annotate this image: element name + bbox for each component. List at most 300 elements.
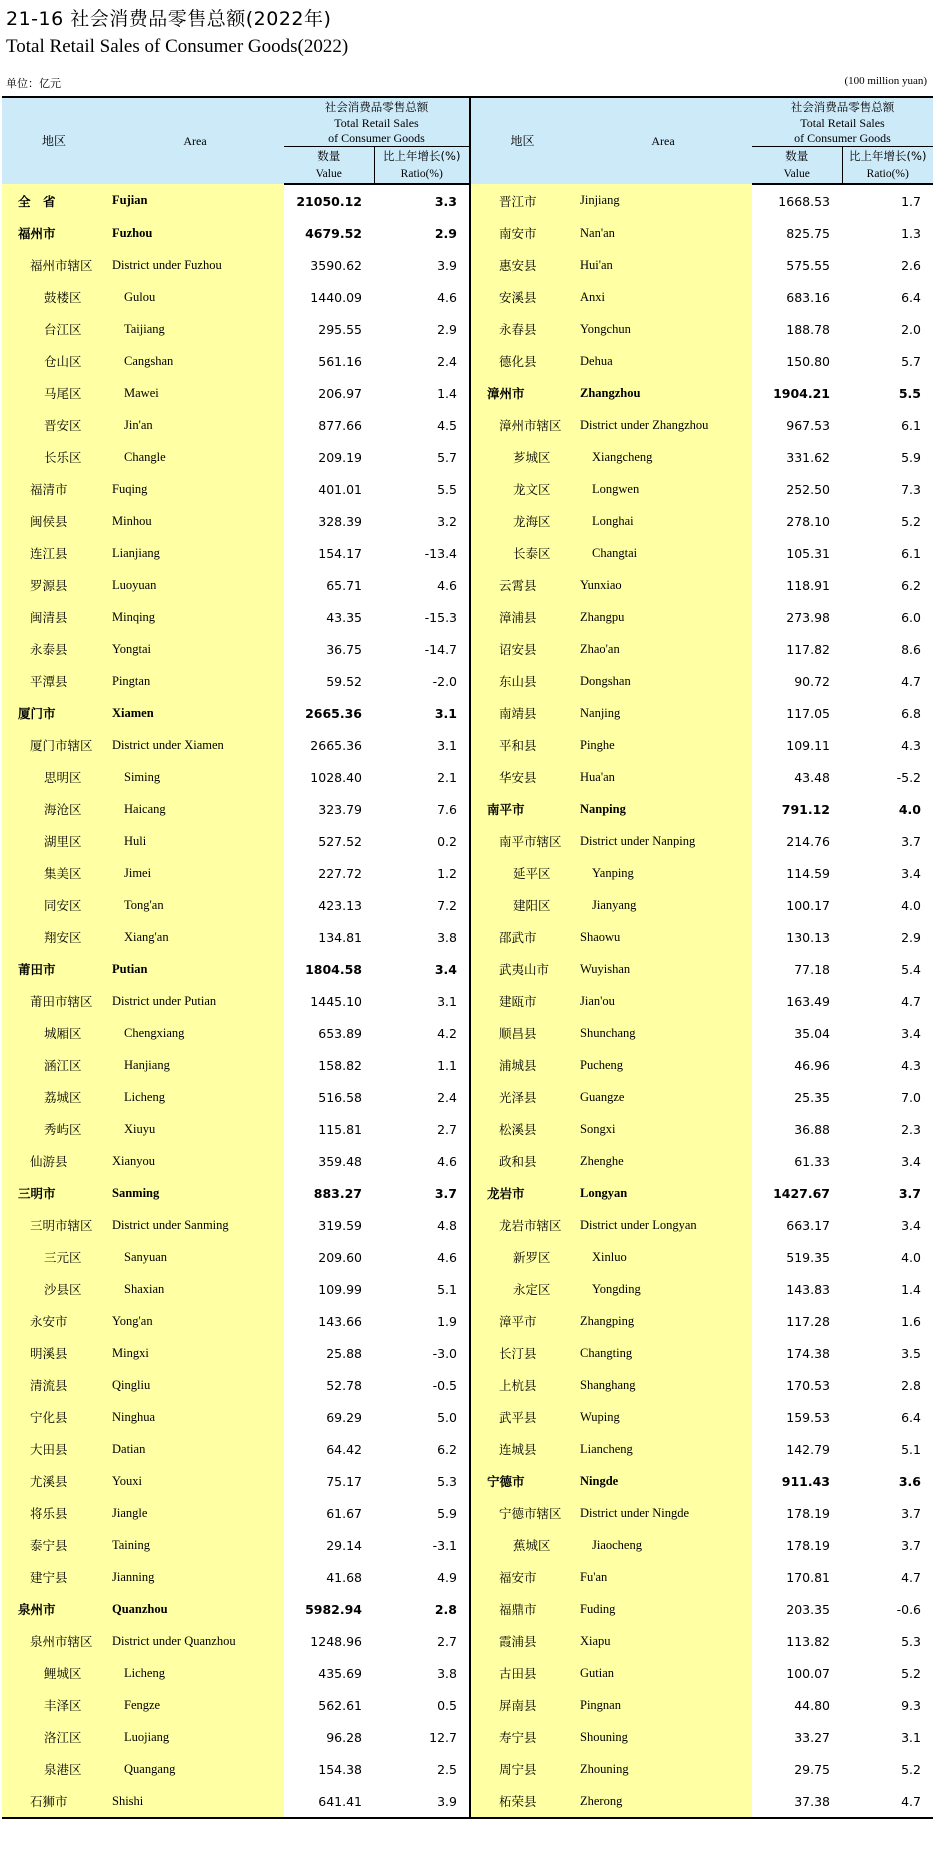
area-name-en-right: Nan'an	[574, 217, 752, 249]
growth-ratio-right: 3.7	[842, 1529, 933, 1561]
area-name-en-right: Dehua	[574, 345, 752, 377]
sales-value-right: 178.19	[752, 1497, 842, 1529]
growth-ratio-right: 3.7	[842, 1177, 933, 1209]
header-group-en2-right: of Consumer Goods	[794, 131, 891, 145]
table-row	[2, 1497, 933, 1529]
table-row	[2, 601, 933, 633]
header-ratio-en-left: Ratio(%)	[374, 165, 470, 184]
table-row	[2, 1401, 933, 1433]
region-name-zh-right: 漳州市	[470, 377, 574, 409]
sales-value-left: 3590.62	[284, 249, 374, 281]
area-name-en-left: Siming	[106, 761, 284, 793]
sales-value-right: 77.18	[752, 953, 842, 985]
sales-value-left: 65.71	[284, 569, 374, 601]
sales-value-right: 214.76	[752, 825, 842, 857]
growth-ratio-left: 3.9	[374, 1785, 470, 1818]
area-name-en-left: Xianyou	[106, 1145, 284, 1177]
growth-ratio-left: 1.2	[374, 857, 470, 889]
sales-value-right: 46.96	[752, 1049, 842, 1081]
area-name-en-right: Fuding	[574, 1593, 752, 1625]
growth-ratio-left: 3.9	[374, 249, 470, 281]
region-name-zh-right: 云霄县	[470, 569, 574, 601]
region-name-zh-right: 政和县	[470, 1145, 574, 1177]
growth-ratio-right: 5.7	[842, 345, 933, 377]
sales-value-left: 52.78	[284, 1369, 374, 1401]
region-name-zh-left: 思明区	[2, 761, 106, 793]
table-row	[2, 1625, 933, 1657]
area-name-en-left: Mingxi	[106, 1337, 284, 1369]
growth-ratio-left: -14.7	[374, 633, 470, 665]
area-name-en-left: Sanyuan	[106, 1241, 284, 1273]
area-name-en-right: Hui'an	[574, 249, 752, 281]
sales-value-left: 109.99	[284, 1273, 374, 1305]
region-name-zh-right: 东山县	[470, 665, 574, 697]
table-row	[2, 1593, 933, 1625]
table-title-en: Total Retail Sales of Consumer Goods(2022)	[6, 36, 349, 57]
sales-value-right: 130.13	[752, 921, 842, 953]
sales-value-right: 109.11	[752, 729, 842, 761]
region-name-zh-left: 罗源县	[2, 569, 106, 601]
header-region-zh-left: 地区	[2, 97, 106, 184]
area-name-en-left: District under Quanzhou	[106, 1625, 284, 1657]
table-row	[2, 729, 933, 761]
sales-value-right: 117.05	[752, 697, 842, 729]
sales-value-left: 158.82	[284, 1049, 374, 1081]
sales-value-right: 43.48	[752, 761, 842, 793]
growth-ratio-right: 6.1	[842, 409, 933, 441]
growth-ratio-left: 5.5	[374, 473, 470, 505]
table-row	[2, 1465, 933, 1497]
sales-value-right: 118.91	[752, 569, 842, 601]
sales-value-right: 575.55	[752, 249, 842, 281]
header-value-en-right: Value	[752, 165, 842, 184]
area-name-en-left: Yong'an	[106, 1305, 284, 1337]
area-name-en-left: Jianning	[106, 1561, 284, 1593]
growth-ratio-left: 4.9	[374, 1561, 470, 1593]
region-name-zh-left: 三元区	[2, 1241, 106, 1273]
area-name-en-left: Taining	[106, 1529, 284, 1561]
area-name-en-right: Gutian	[574, 1657, 752, 1689]
table-row	[2, 793, 933, 825]
region-name-zh-right: 南靖县	[470, 697, 574, 729]
area-name-en-right: District under Longyan	[574, 1209, 752, 1241]
region-name-zh-left: 连江县	[2, 537, 106, 569]
region-name-zh-right: 寿宁县	[470, 1721, 574, 1753]
sales-value-left: 154.17	[284, 537, 374, 569]
sales-value-right: 331.62	[752, 441, 842, 473]
region-name-zh-right: 光泽县	[470, 1081, 574, 1113]
growth-ratio-left: 1.4	[374, 377, 470, 409]
area-name-en-left: Shishi	[106, 1785, 284, 1818]
region-name-zh-left: 闽清县	[2, 601, 106, 633]
sales-value-right: 1427.67	[752, 1177, 842, 1209]
sales-value-left: 1445.10	[284, 985, 374, 1017]
region-name-zh-right: 福安市	[470, 1561, 574, 1593]
region-name-zh-left: 涵江区	[2, 1049, 106, 1081]
growth-ratio-right: 3.1	[842, 1721, 933, 1753]
area-name-en-left: Putian	[106, 953, 284, 985]
table-row	[2, 1177, 933, 1209]
table-row	[2, 1273, 933, 1305]
growth-ratio-right: 3.7	[842, 825, 933, 857]
sales-value-right: 150.80	[752, 345, 842, 377]
area-name-en-right: Wuping	[574, 1401, 752, 1433]
growth-ratio-right: 2.6	[842, 249, 933, 281]
sales-value-left: 527.52	[284, 825, 374, 857]
area-name-en-left: Licheng	[106, 1657, 284, 1689]
growth-ratio-left: 4.5	[374, 409, 470, 441]
sales-value-right: 791.12	[752, 793, 842, 825]
growth-ratio-right: 7.0	[842, 1081, 933, 1113]
sales-value-right: 159.53	[752, 1401, 842, 1433]
region-name-zh-right: 连城县	[470, 1433, 574, 1465]
sales-value-right: 117.28	[752, 1305, 842, 1337]
growth-ratio-right: 4.0	[842, 889, 933, 921]
sales-value-right: 143.83	[752, 1273, 842, 1305]
growth-ratio-left: 3.7	[374, 1177, 470, 1209]
region-name-zh-left: 莆田市	[2, 953, 106, 985]
region-name-zh-left: 永安市	[2, 1305, 106, 1337]
sales-value-left: 435.69	[284, 1657, 374, 1689]
region-name-zh-right: 德化县	[470, 345, 574, 377]
area-name-en-right: Zhenghe	[574, 1145, 752, 1177]
area-name-en-left: Yongtai	[106, 633, 284, 665]
area-name-en-right: Shanghang	[574, 1369, 752, 1401]
table-row	[2, 409, 933, 441]
area-name-en-left: Minqing	[106, 601, 284, 633]
area-name-en-left: Licheng	[106, 1081, 284, 1113]
region-name-zh-right: 芗城区	[470, 441, 574, 473]
table-row	[2, 1433, 933, 1465]
area-name-en-left: Qingliu	[106, 1369, 284, 1401]
table-row	[2, 1017, 933, 1049]
area-name-en-right: Jiaocheng	[574, 1529, 752, 1561]
area-name-en-right: Jinjiang	[574, 184, 752, 217]
sales-value-left: 36.75	[284, 633, 374, 665]
region-name-zh-right: 建阳区	[470, 889, 574, 921]
table-row	[2, 889, 933, 921]
growth-ratio-right: -5.2	[842, 761, 933, 793]
table-row	[2, 697, 933, 729]
region-name-zh-right: 漳浦县	[470, 601, 574, 633]
area-name-en-left: Quangang	[106, 1753, 284, 1785]
sales-value-right: 663.17	[752, 1209, 842, 1241]
region-name-zh-left: 马尾区	[2, 377, 106, 409]
sales-value-right: 25.35	[752, 1081, 842, 1113]
growth-ratio-right: -0.6	[842, 1593, 933, 1625]
sales-value-right: 683.16	[752, 281, 842, 313]
growth-ratio-right: 4.3	[842, 729, 933, 761]
sales-value-left: 209.60	[284, 1241, 374, 1273]
header-region-zh-right: 地区	[470, 97, 574, 184]
sales-value-left: 641.41	[284, 1785, 374, 1818]
sales-value-right: 174.38	[752, 1337, 842, 1369]
growth-ratio-right: 4.7	[842, 985, 933, 1017]
area-name-en-left: Mawei	[106, 377, 284, 409]
area-name-en-right: Pingnan	[574, 1689, 752, 1721]
table-row	[2, 953, 933, 985]
growth-ratio-left: 1.1	[374, 1049, 470, 1081]
area-name-en-right: Hua'an	[574, 761, 752, 793]
area-name-en-right: Yongding	[574, 1273, 752, 1305]
region-name-zh-right: 龙岩市	[470, 1177, 574, 1209]
growth-ratio-right: 2.8	[842, 1369, 933, 1401]
area-name-en-left: Minhou	[106, 505, 284, 537]
growth-ratio-left: 5.1	[374, 1273, 470, 1305]
area-name-en-right: Liancheng	[574, 1433, 752, 1465]
growth-ratio-left: 5.0	[374, 1401, 470, 1433]
growth-ratio-left: 5.7	[374, 441, 470, 473]
table-row	[2, 921, 933, 953]
growth-ratio-left: -15.3	[374, 601, 470, 633]
growth-ratio-left: 3.3	[374, 184, 470, 217]
area-name-en-left: Lianjiang	[106, 537, 284, 569]
table-row	[2, 1049, 933, 1081]
sales-value-left: 43.35	[284, 601, 374, 633]
region-name-zh-left: 沙县区	[2, 1273, 106, 1305]
region-name-zh-left: 明溪县	[2, 1337, 106, 1369]
region-name-zh-right: 晋江市	[470, 184, 574, 217]
table-row	[2, 217, 933, 249]
region-name-zh-right: 永春县	[470, 313, 574, 345]
growth-ratio-left: 4.8	[374, 1209, 470, 1241]
area-name-en-left: Jimei	[106, 857, 284, 889]
region-name-zh-right: 周宁县	[470, 1753, 574, 1785]
growth-ratio-left: 3.1	[374, 985, 470, 1017]
table-row	[2, 1113, 933, 1145]
region-name-zh-left: 三明市	[2, 1177, 106, 1209]
growth-ratio-right: 4.7	[842, 1785, 933, 1818]
growth-ratio-right: 5.9	[842, 441, 933, 473]
region-name-zh-right: 武平县	[470, 1401, 574, 1433]
region-name-zh-left: 清流县	[2, 1369, 106, 1401]
growth-ratio-right: 1.7	[842, 184, 933, 217]
region-name-zh-left: 晋安区	[2, 409, 106, 441]
growth-ratio-left: 2.4	[374, 345, 470, 377]
table-row	[2, 1561, 933, 1593]
growth-ratio-right: 4.0	[842, 793, 933, 825]
sales-value-right: 37.38	[752, 1785, 842, 1818]
area-name-en-right: Nanjing	[574, 697, 752, 729]
area-name-en-right: Longyan	[574, 1177, 752, 1209]
sales-value-left: 295.55	[284, 313, 374, 345]
region-name-zh-right: 屏南县	[470, 1689, 574, 1721]
sales-value-left: 61.67	[284, 1497, 374, 1529]
region-name-zh-right: 长汀县	[470, 1337, 574, 1369]
area-name-en-right: Pinghe	[574, 729, 752, 761]
table-body	[2, 184, 933, 1818]
growth-ratio-right: 6.1	[842, 537, 933, 569]
region-name-zh-left: 秀屿区	[2, 1113, 106, 1145]
region-name-zh-right: 柘荣县	[470, 1785, 574, 1818]
sales-value-right: 273.98	[752, 601, 842, 633]
table-header	[2, 97, 933, 184]
table-row	[2, 1785, 933, 1818]
table-row	[2, 825, 933, 857]
sales-value-right: 117.82	[752, 633, 842, 665]
region-name-zh-left: 厦门市	[2, 697, 106, 729]
region-name-zh-right: 蕉城区	[470, 1529, 574, 1561]
growth-ratio-right: 1.6	[842, 1305, 933, 1337]
region-name-zh-left: 平潭县	[2, 665, 106, 697]
table-row	[2, 345, 933, 377]
sales-value-right: 170.53	[752, 1369, 842, 1401]
growth-ratio-right: 3.7	[842, 1497, 933, 1529]
area-name-en-right: Changtai	[574, 537, 752, 569]
region-name-zh-left: 鼓楼区	[2, 281, 106, 313]
growth-ratio-right: 4.7	[842, 665, 933, 697]
sales-value-right: 61.33	[752, 1145, 842, 1177]
sales-value-right: 278.10	[752, 505, 842, 537]
sales-value-right: 967.53	[752, 409, 842, 441]
table-row	[2, 313, 933, 345]
sales-value-left: 29.14	[284, 1529, 374, 1561]
region-name-zh-right: 长泰区	[470, 537, 574, 569]
header-value-en-left: Value	[284, 165, 374, 184]
growth-ratio-right: 6.8	[842, 697, 933, 729]
growth-ratio-left: 3.1	[374, 729, 470, 761]
area-name-en-left: Changle	[106, 441, 284, 473]
area-name-en-right: Songxi	[574, 1113, 752, 1145]
region-name-zh-left: 泰宁县	[2, 1529, 106, 1561]
sales-value-right: 33.27	[752, 1721, 842, 1753]
growth-ratio-left: 5.9	[374, 1497, 470, 1529]
growth-ratio-right: 5.5	[842, 377, 933, 409]
sales-value-right: 1668.53	[752, 184, 842, 217]
growth-ratio-right: 3.6	[842, 1465, 933, 1497]
growth-ratio-right: 3.4	[842, 1145, 933, 1177]
area-name-en-left: Fengze	[106, 1689, 284, 1721]
sales-value-left: 1028.40	[284, 761, 374, 793]
area-name-en-left: Luoyuan	[106, 569, 284, 601]
growth-ratio-left: 0.5	[374, 1689, 470, 1721]
table-row	[2, 1305, 933, 1337]
growth-ratio-left: 4.2	[374, 1017, 470, 1049]
table-row	[2, 1753, 933, 1785]
sales-value-right: 114.59	[752, 857, 842, 889]
area-name-en-right: Zhangping	[574, 1305, 752, 1337]
table-row	[2, 537, 933, 569]
region-name-zh-right: 安溪县	[470, 281, 574, 313]
growth-ratio-left: 7.6	[374, 793, 470, 825]
region-name-zh-right: 邵武市	[470, 921, 574, 953]
region-name-zh-left: 福清市	[2, 473, 106, 505]
growth-ratio-left: 12.7	[374, 1721, 470, 1753]
sales-value-left: 143.66	[284, 1305, 374, 1337]
sales-value-left: 328.39	[284, 505, 374, 537]
sales-value-left: 209.19	[284, 441, 374, 473]
area-name-en-right: Wuyishan	[574, 953, 752, 985]
growth-ratio-right: 3.4	[842, 857, 933, 889]
area-name-en-right: Shouning	[574, 1721, 752, 1753]
growth-ratio-left: 4.6	[374, 569, 470, 601]
growth-ratio-left: 3.1	[374, 697, 470, 729]
sales-value-left: 75.17	[284, 1465, 374, 1497]
area-name-en-left: Tong'an	[106, 889, 284, 921]
table-row	[2, 1369, 933, 1401]
table-row	[2, 1657, 933, 1689]
sales-value-right: 163.49	[752, 985, 842, 1017]
area-name-en-right: Yongchun	[574, 313, 752, 345]
area-name-en-left: Fuzhou	[106, 217, 284, 249]
area-name-en-left: Chengxiang	[106, 1017, 284, 1049]
region-name-zh-left: 三明市辖区	[2, 1209, 106, 1241]
header-group-en1-left: Total Retail Sales	[334, 116, 419, 130]
area-name-en-left: Quanzhou	[106, 1593, 284, 1625]
sales-value-left: 516.58	[284, 1081, 374, 1113]
sales-value-left: 21050.12	[284, 184, 374, 217]
area-name-en-left: District under Fuzhou	[106, 249, 284, 281]
growth-ratio-left: 2.4	[374, 1081, 470, 1113]
table-row	[2, 505, 933, 537]
area-name-en-left: Datian	[106, 1433, 284, 1465]
growth-ratio-right: 5.4	[842, 953, 933, 985]
area-name-en-right: District under Zhangzhou	[574, 409, 752, 441]
region-name-zh-left: 莆田市辖区	[2, 985, 106, 1017]
growth-ratio-right: 2.3	[842, 1113, 933, 1145]
growth-ratio-left: 4.6	[374, 1145, 470, 1177]
area-name-en-right: Nanping	[574, 793, 752, 825]
growth-ratio-left: 3.8	[374, 1657, 470, 1689]
table-row	[2, 281, 933, 313]
growth-ratio-left: -3.1	[374, 1529, 470, 1561]
area-name-en-right: Jian'ou	[574, 985, 752, 1017]
region-name-zh-right: 霞浦县	[470, 1625, 574, 1657]
region-name-zh-right: 延平区	[470, 857, 574, 889]
sales-value-left: 25.88	[284, 1337, 374, 1369]
growth-ratio-left: 2.7	[374, 1625, 470, 1657]
region-name-zh-right: 宁德市辖区	[470, 1497, 574, 1529]
sales-value-right: 90.72	[752, 665, 842, 697]
region-name-zh-right: 宁德市	[470, 1465, 574, 1497]
growth-ratio-left: -3.0	[374, 1337, 470, 1369]
table-row	[2, 1241, 933, 1273]
area-name-en-left: Gulou	[106, 281, 284, 313]
region-name-zh-right: 浦城县	[470, 1049, 574, 1081]
region-name-zh-left: 城厢区	[2, 1017, 106, 1049]
area-name-en-right: Shunchang	[574, 1017, 752, 1049]
growth-ratio-left: 7.2	[374, 889, 470, 921]
growth-ratio-left: 2.5	[374, 1753, 470, 1785]
growth-ratio-right: 5.3	[842, 1625, 933, 1657]
sales-value-right: 519.35	[752, 1241, 842, 1273]
region-name-zh-right: 上杭县	[470, 1369, 574, 1401]
sales-value-left: 59.52	[284, 665, 374, 697]
table-row	[2, 761, 933, 793]
region-name-zh-left: 鲤城区	[2, 1657, 106, 1689]
growth-ratio-right: 3.4	[842, 1209, 933, 1241]
area-name-en-right: Zhangpu	[574, 601, 752, 633]
area-name-en-right: Changting	[574, 1337, 752, 1369]
sales-value-left: 562.61	[284, 1689, 374, 1721]
region-name-zh-left: 翔安区	[2, 921, 106, 953]
sales-value-left: 1440.09	[284, 281, 374, 313]
growth-ratio-left: 6.2	[374, 1433, 470, 1465]
region-name-zh-right: 华安县	[470, 761, 574, 793]
area-name-en-right: Dongshan	[574, 665, 752, 697]
area-name-en-left: Taijiang	[106, 313, 284, 345]
sales-value-right: 44.80	[752, 1689, 842, 1721]
region-name-zh-left: 集美区	[2, 857, 106, 889]
area-name-en-right: Pucheng	[574, 1049, 752, 1081]
region-name-zh-left: 全 省	[2, 184, 106, 217]
growth-ratio-right: 1.4	[842, 1273, 933, 1305]
sales-value-left: 653.89	[284, 1017, 374, 1049]
growth-ratio-right: 3.4	[842, 1017, 933, 1049]
area-name-en-left: Xiuyu	[106, 1113, 284, 1145]
growth-ratio-right: 5.2	[842, 505, 933, 537]
region-name-zh-right: 龙文区	[470, 473, 574, 505]
